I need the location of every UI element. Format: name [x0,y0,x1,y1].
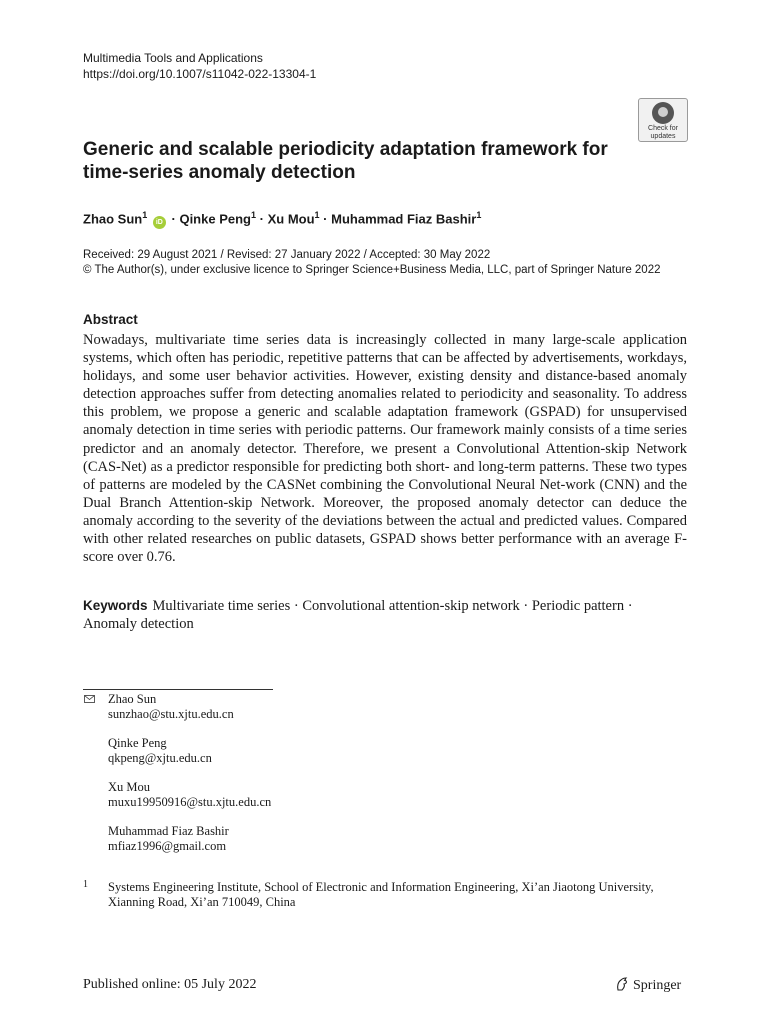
keywords-text: Multivariate time series · Convolutional attention-skip network · Periodic pattern · Anomaly detection [83,598,633,632]
author-separator: · [323,211,328,227]
author-separator: · [171,211,176,227]
affiliation-text: Systems Engineering Institute, School of Electronic and Information Engineering, Xi’an Jiaotong University, Xianning Road, Xi’an 710049, China [108,880,654,909]
copyright-line: © The Author(s), under exclusive licence to Springer Science+Business Media, LLC, part of Springer Nature 2022 [83,264,661,276]
envelope-icon [84,695,95,703]
journal-header [83,50,316,82]
crossmark-line1: Check for [648,125,678,132]
abstract-text: Nowadays, multivariate time series data is increasingly collected in many large-scale application systems, which often has periodic, repetitive patterns that can be affected by advertisements, workdays, holidays, and some user behavior activities. However, existing density and distance-based anomaly detection approaches suffer from detecting anomalies related to periodicity and seasonality. To address this problem, we propose a generic and scalable adaptation framework (GSPAD) for unsupervised anomaly detection in time series with periodic patterns. Our framework mainly consists of a time series predictor and an anomaly detector. Therefore, we present a Convolutional Attention-skip Network (CAS-Net) as a predictor responsible for predicting both short- and long-term patterns. These two types of patterns are modeled by the CASNet combining the Convolutional Neural Net-work (CNN) and the Dual Branch Attention-skip Network. Moreover, the proposed anomaly detector can deduce the anomaly according to the severity of the deviations between the actual and predicted values. Compared with other related researches on public datasets, GSPAD shows better performance with an average F-score over 0.76. [83,332,687,566]
author-name: Zhao Sun [83,211,143,227]
received-revised-accepted: Received: 29 August 2021 / Revised: 27 January 2022 / Accepted: 30 May 2022 [83,249,491,261]
author-list [83,210,481,229]
author-affiliation-mark: 1 [314,210,320,220]
journal-name: Multimedia Tools and Applications [83,51,263,65]
author-affiliation-mark: 1 [476,210,482,220]
orcid-icon[interactable]: iD [153,216,166,229]
contact-name: Xu Mou [108,780,151,794]
doi-link[interactable]: https://doi.org/10.1007/s11042-022-13304-1 [83,67,317,81]
affiliation-number: 1 [83,879,88,890]
paper-title: Generic and scalable periodicity adaptation framework for time-series anomaly detection [83,139,608,183]
springer-wordmark: Springer [633,978,682,993]
contact-entry [108,692,271,722]
contact-email[interactable]: sunzhao@stu.xjtu.edu.cn [108,707,234,721]
author-separator: · [259,211,264,227]
contact-entry [108,736,271,766]
corresponding-contacts [108,692,271,868]
contact-email[interactable]: qkpeng@xjtu.edu.cn [108,751,212,765]
contact-entry [108,824,271,854]
crossmark-icon [652,102,674,124]
author-name: Qinke Peng [179,211,251,227]
contact-name: Qinke Peng [108,736,167,750]
keywords-section [83,597,687,633]
contact-entry [108,780,271,810]
contact-email[interactable]: muxu19950916@stu.xjtu.edu.cn [108,795,272,809]
springer-logo [614,976,681,994]
keywords-label: Keywords [83,598,148,613]
contact-name: Muhammad Fiaz Bashir [108,824,229,838]
author-affiliation-mark: 1 [142,210,148,220]
check-for-updates-badge[interactable] [638,98,688,142]
springer-horse-icon [614,976,630,992]
author-affiliation-mark: 1 [250,210,256,220]
author-name: Xu Mou [267,211,315,227]
published-online: Published online: 05 July 2022 [83,977,257,992]
crossmark-line2: updates [650,133,676,140]
publication-dates [83,248,661,278]
abstract-heading: Abstract [83,312,138,327]
author-name: Muhammad Fiaz Bashir [331,211,477,227]
footnote-rule [83,689,273,690]
contact-email[interactable]: mfiaz1996@gmail.com [108,839,227,853]
contact-name: Zhao Sun [108,692,157,706]
